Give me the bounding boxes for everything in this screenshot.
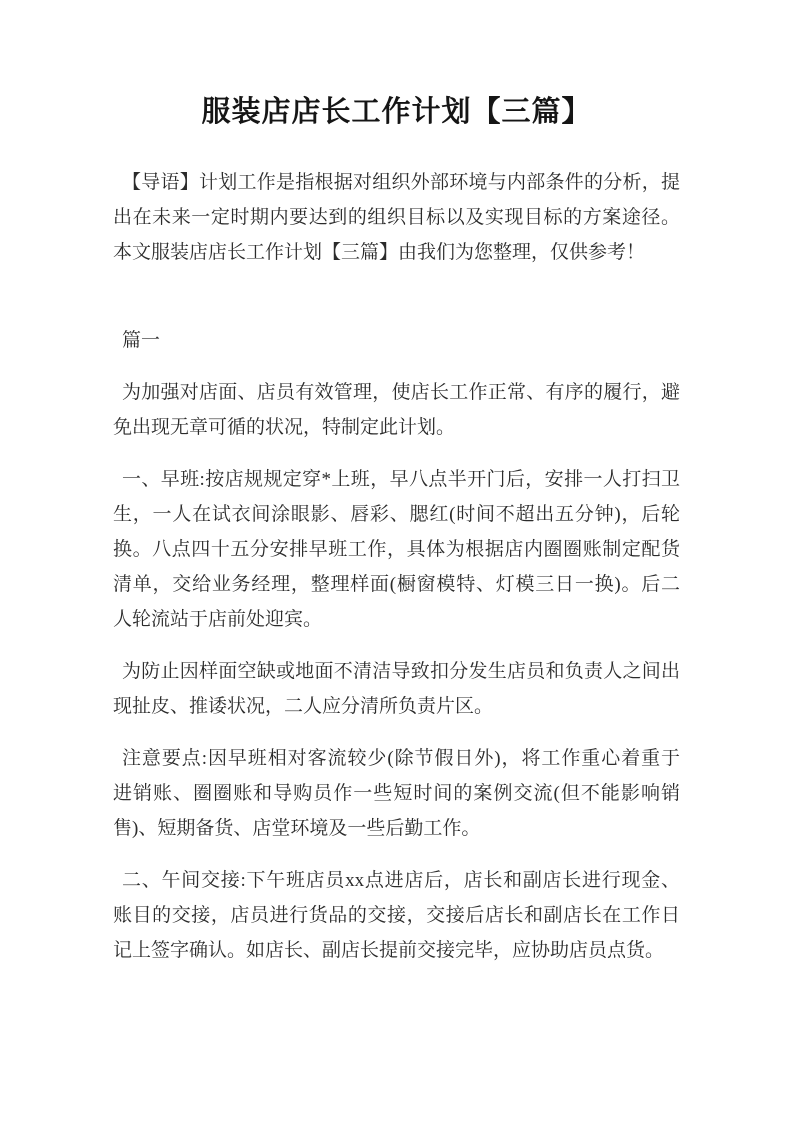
paragraph bbox=[113, 375, 680, 445]
paragraph-line: 人轮流站于店前处迎宾。 bbox=[113, 609, 323, 630]
paragraph-line: 本文服装店店长工作计划【三篇】由我们为您整理，仅供参考！ bbox=[113, 242, 646, 263]
paragraph bbox=[113, 654, 680, 724]
paragraph bbox=[113, 863, 680, 968]
paragraph-line: 账目的交接，店员进行货品的交接，交接后店长和副店长在工作日 bbox=[113, 905, 680, 926]
paragraph-line: 出在未来一定时期内要达到的组织目标以及实现目标的方案途径。 bbox=[113, 207, 680, 228]
paragraphs-container bbox=[113, 165, 680, 968]
paragraph-line: 售)、短期备货、店堂环境及一些后勤工作。 bbox=[113, 818, 481, 839]
paragraph-line: 一、早班:按店规规定穿*上班，早八点半开门后，安排一人打扫卫 bbox=[122, 469, 680, 490]
paragraph-line: 篇一 bbox=[122, 330, 161, 351]
paragraph bbox=[113, 741, 680, 846]
paragraph-line: 为防止因样面空缺或地面不清洁导致扣分发生店员和负责人之间出 bbox=[122, 661, 680, 682]
paragraph-line: 生，一人在试衣间涂眼影、唇彩、腮红(时间不超出五分钟)，后轮 bbox=[113, 504, 680, 525]
paragraph-line: 为加强对店面、店员有效管理，使店长工作正常、有序的履行，避 bbox=[122, 382, 680, 403]
paragraph-line: 二、午间交接:下午班店员xx点进店后，店长和副店长进行现金、 bbox=[122, 870, 680, 891]
paragraph-line: 进销账、圈圈账和导购员作一些短时间的案例交流(但不能影响销 bbox=[113, 783, 680, 804]
paragraph-line: 换。八点四十五分安排早班工作，具体为根据店内圈圈账制定配货 bbox=[113, 539, 680, 560]
paragraph-line: 清单，交给业务经理，整理样面(橱窗模特、灯模三日一换)。后二 bbox=[113, 574, 680, 595]
paragraph-line: 记上签字确认。如店长、副店长提前交接完毕，应协助店员点货。 bbox=[113, 940, 665, 961]
document-title: 服装店店长工作计划【三篇】 bbox=[201, 96, 592, 128]
paragraph-line: 免出现无章可循的状况，特制定此计划。 bbox=[113, 417, 456, 438]
paragraph bbox=[113, 165, 680, 270]
paragraph-line: 【导语】计划工作是指根据对组织外部环境与内部条件的分析，提 bbox=[122, 172, 680, 193]
paragraph-line: 注意要点:因早班相对客流较少(除节假日外)，将工作重心着重于 bbox=[122, 748, 680, 769]
paragraph bbox=[113, 462, 680, 637]
paragraph-line: 现扯皮、推诿状况，二人应分清所负责片区。 bbox=[113, 696, 494, 717]
section-heading bbox=[113, 323, 680, 358]
